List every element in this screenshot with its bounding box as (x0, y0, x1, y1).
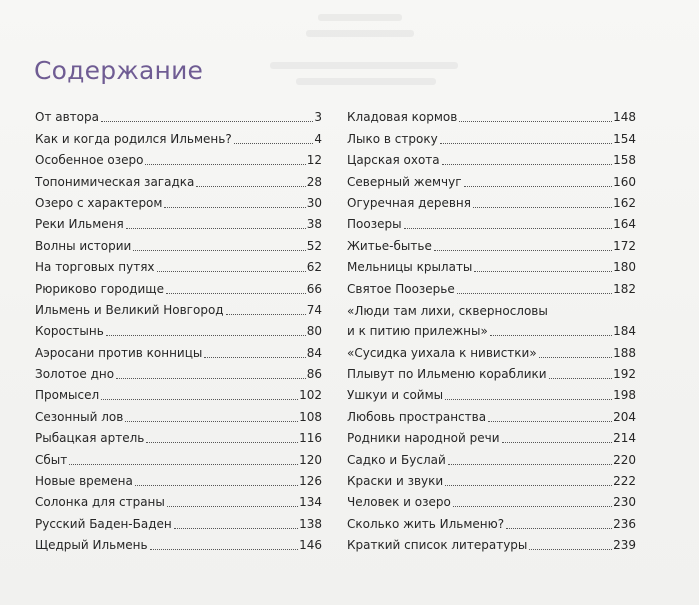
toc-entry-page: 198 (613, 388, 636, 403)
toc-left-column (35, 106, 322, 555)
toc-entry-page: 230 (613, 495, 636, 510)
dot-leader (157, 271, 306, 272)
toc-entry-label: Царская охота (347, 153, 440, 168)
toc-entry[interactable] (35, 106, 322, 127)
dot-leader (133, 250, 305, 251)
toc-entry-page: 126 (299, 474, 322, 489)
toc-entry-page: 3 (314, 110, 322, 125)
toc-entry[interactable] (35, 299, 322, 320)
dot-leader (135, 485, 298, 486)
dot-leader (464, 186, 613, 187)
toc-entry-label: Щедрый Ильмень (35, 538, 148, 553)
toc-entry-page: 134 (299, 495, 322, 510)
dot-leader (196, 186, 305, 187)
toc-entry-page: 120 (299, 452, 322, 467)
toc-entry-label: Огуречная деревня (347, 195, 471, 210)
toc-entry-page: 12 (306, 153, 322, 168)
toc-entry-label: Поозеры (347, 217, 402, 232)
toc-entry[interactable] (347, 149, 636, 170)
dot-leader (174, 528, 298, 529)
toc-entry-page: 160 (613, 174, 636, 189)
toc-entry-label-line2: и к питию прилежны» (347, 324, 488, 339)
toc-entry[interactable] (35, 512, 322, 533)
toc-entry-page: 164 (613, 217, 636, 232)
dot-leader (457, 293, 612, 294)
dot-leader (116, 378, 306, 379)
toc-entry-page: 222 (613, 474, 636, 489)
toc-entry[interactable] (35, 405, 322, 426)
toc-entry-page: 236 (613, 516, 636, 531)
toc-entry-label: Святое Поозерье (347, 281, 455, 296)
toc-entry-label: Краски и звуки (347, 474, 444, 489)
toc-entry-label: Золотое дно (35, 367, 115, 382)
dot-leader (204, 357, 305, 358)
toc-entry[interactable] (347, 256, 636, 277)
toc-right-column (347, 106, 636, 555)
dot-leader (490, 335, 612, 336)
toc-entry-page: 148 (613, 110, 636, 125)
toc-entry-label: Человек и озеро (347, 495, 451, 510)
toc-entry[interactable] (347, 512, 636, 533)
toc-entry[interactable] (35, 320, 322, 341)
toc-entry-multiline[interactable] (347, 299, 636, 342)
dot-leader (106, 335, 306, 336)
toc-entry-label: Волны истории (35, 238, 132, 253)
toc-entry-page: 204 (613, 409, 636, 424)
dot-leader (146, 442, 298, 443)
toc-entry-page: 38 (306, 217, 322, 232)
toc-entry-page: 30 (306, 195, 322, 210)
toc-entry-page: 80 (306, 324, 322, 339)
toc-entry-label: Солонка для страны (35, 495, 165, 510)
toc-entry[interactable] (347, 213, 636, 234)
dot-leader (448, 464, 612, 465)
toc-entry-label: Любовь пространства (347, 409, 487, 424)
toc-entry-label: Рюриково городище (35, 281, 164, 296)
toc-entry-label: Краткий список литературы (347, 538, 528, 553)
toc-entry[interactable] (347, 234, 636, 255)
toc-entry[interactable] (35, 234, 322, 255)
toc-entry[interactable] (347, 470, 636, 491)
toc-entry-label: Рыбацкая артель (35, 431, 145, 446)
dot-leader (445, 399, 612, 400)
toc-entry[interactable] (35, 448, 322, 469)
dot-leader (166, 293, 306, 294)
toc-entry-page: 158 (613, 153, 636, 168)
toc-entry[interactable] (347, 277, 636, 298)
toc-entry-label: Лыко в строку (347, 131, 438, 146)
dot-leader (529, 549, 612, 550)
dot-leader (434, 250, 612, 251)
toc-entry-page: 66 (306, 281, 322, 296)
toc-entry-label: Топонимическая загадка (35, 174, 195, 189)
toc-entry-label: Сколько жить Ильменю? (347, 516, 505, 531)
toc-entry[interactable] (35, 341, 322, 362)
toc-entry[interactable] (35, 277, 322, 298)
dot-leader (488, 421, 612, 422)
toc-entry[interactable] (347, 127, 636, 148)
toc-entry-page: 146 (299, 538, 322, 553)
toc-entry-page: 84 (306, 345, 322, 360)
toc-entry[interactable] (347, 384, 636, 405)
toc-entry-label: Особенное озеро (35, 153, 144, 168)
dot-leader (502, 442, 613, 443)
toc-entry-page: 192 (613, 367, 636, 382)
dot-leader (101, 399, 298, 400)
toc-entry-label: Коростынь (35, 324, 104, 339)
toc-entry[interactable] (35, 384, 322, 405)
dot-leader (506, 528, 612, 529)
dot-leader (459, 121, 612, 122)
toc-entry[interactable] (35, 470, 322, 491)
toc-entry-label: Садко и Буслай (347, 452, 446, 467)
dot-leader (473, 207, 612, 208)
toc-entry-page: 102 (299, 388, 322, 403)
toc-entry[interactable] (35, 534, 322, 555)
toc-entry[interactable] (347, 170, 636, 191)
toc-entry-page: 52 (306, 238, 322, 253)
toc-entry-label: Ильмень и Великий Новгород (35, 302, 224, 317)
toc-entry-page: 239 (613, 538, 636, 553)
toc-entry-label: Русский Баден-Баден (35, 516, 172, 531)
dot-leader (145, 164, 305, 165)
dot-leader (442, 164, 612, 165)
page-title: Содержание (34, 56, 204, 85)
toc-entry-page: 28 (306, 174, 322, 189)
toc-entry-page: 86 (306, 367, 322, 382)
toc-entry-page: 182 (613, 281, 636, 296)
toc-entry-label: Реки Ильменя (35, 217, 124, 232)
dot-leader (69, 464, 298, 465)
dot-leader (440, 143, 612, 144)
toc-entry-label: Промысел (35, 388, 100, 403)
toc-entry[interactable] (35, 192, 322, 213)
toc-entry-label: Житье-бытье (347, 238, 432, 253)
toc-entry-label: Сезонный лов (35, 409, 124, 424)
dot-leader (167, 506, 298, 507)
dot-leader (126, 228, 306, 229)
toc-entry-page: 214 (613, 431, 636, 446)
toc-entry[interactable] (35, 491, 322, 512)
toc-entry-page: 154 (613, 131, 636, 146)
toc-entry-label: Как и когда родился Ильмень? (35, 131, 232, 146)
dot-leader (549, 378, 613, 379)
toc-entry-label: Аэросани против конницы (35, 345, 203, 360)
toc-entry-page: 188 (613, 345, 636, 360)
toc-entry-page: 180 (613, 260, 636, 275)
toc-entry[interactable] (347, 405, 636, 426)
toc-entry-page: 184 (613, 324, 636, 339)
dot-leader (234, 143, 314, 144)
toc-entry-label: Плывут по Ильменю кораблики (347, 367, 547, 382)
toc-entry-page: 4 (314, 131, 322, 146)
toc-entry[interactable] (347, 427, 636, 448)
toc-entry-label: Новые времена (35, 474, 133, 489)
toc-entry-page: 116 (299, 431, 322, 446)
toc-entry[interactable] (35, 213, 322, 234)
toc-entry[interactable] (347, 106, 636, 127)
dot-leader (539, 357, 612, 358)
toc-entry-page: 220 (613, 452, 636, 467)
toc-entry[interactable] (35, 170, 322, 191)
toc-entry-page: 172 (613, 238, 636, 253)
toc-entry-page: 74 (306, 302, 322, 317)
toc-entry-label: «Сусидка уихала к нивистки» (347, 345, 537, 360)
dot-leader (150, 549, 299, 550)
toc-entry-label: Кладовая кормов (347, 110, 458, 125)
toc-entry-page: 62 (306, 260, 322, 275)
toc-entry-label: Озеро с характером (35, 195, 163, 210)
dot-leader (101, 121, 313, 122)
toc-entry[interactable] (35, 149, 322, 170)
toc-entry[interactable] (35, 256, 322, 277)
toc-entry-label: От автора (35, 110, 99, 125)
toc-entry[interactable] (35, 127, 322, 148)
toc-entry[interactable] (347, 363, 636, 384)
toc-entry[interactable] (347, 448, 636, 469)
dot-leader (226, 314, 306, 315)
toc-entry-label: Родники народной речи (347, 431, 500, 446)
toc-entry-page: 162 (613, 195, 636, 210)
dot-leader (125, 421, 298, 422)
dot-leader (164, 207, 305, 208)
dot-leader (404, 228, 613, 229)
dot-leader (474, 271, 612, 272)
toc-entry[interactable] (35, 427, 322, 448)
dot-leader (453, 506, 612, 507)
toc-entry-label-line1: «Люди там лихи, сквернословы (347, 303, 548, 318)
toc-entry[interactable] (35, 363, 322, 384)
dot-leader (445, 485, 612, 486)
toc-entry-label: На торговых путях (35, 260, 155, 275)
toc-entry-label: Ушкуи и соймы (347, 388, 444, 403)
toc-entry-page: 108 (299, 409, 322, 424)
toc-entry-label: Северный жемчуг (347, 174, 462, 189)
toc-entry[interactable] (347, 534, 636, 555)
toc-entry-label: Мельницы крылаты (347, 260, 473, 275)
toc-entry[interactable] (347, 192, 636, 213)
toc-entry-page: 138 (299, 516, 322, 531)
toc-entry[interactable] (347, 491, 636, 512)
toc-entry[interactable] (347, 341, 636, 362)
toc-entry-label: Сбыт (35, 452, 68, 467)
